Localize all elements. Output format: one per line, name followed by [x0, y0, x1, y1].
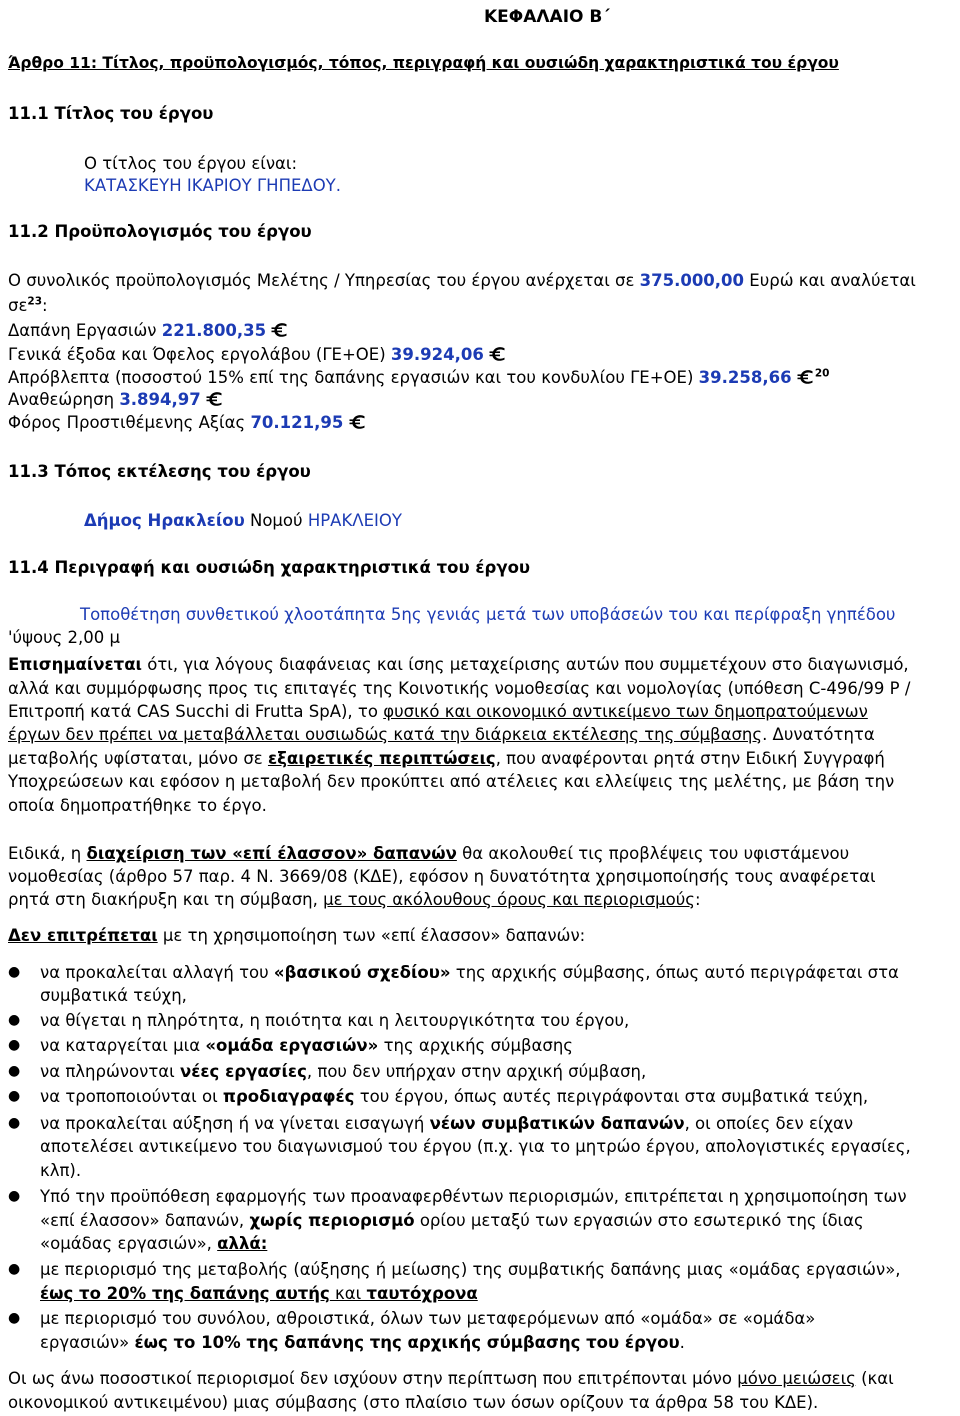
- list-item: [40, 1035, 573, 1057]
- bullet-icon: ●: [8, 1088, 21, 1104]
- budget-item-value: 3.894,97: [119, 390, 201, 409]
- section-11-1-heading: 11.1 Τίτλος του έργου: [8, 104, 214, 123]
- list-text: να προκαλείται αλλαγή του: [40, 963, 274, 982]
- list-text: «επί έλασσον» δαπανών,: [40, 1211, 250, 1230]
- p1-emphasis: Επισημαίνεται: [8, 655, 142, 674]
- project-place: [84, 510, 402, 532]
- list-item: [40, 962, 899, 984]
- p4-text: Οι ως άνω ποσοστικοί περιορισμοί δεν ισχύουν στην περίπτωση που επιτρέπονται μόνο: [8, 1369, 738, 1388]
- budget-item-label: Φόρος Προστιθέμενης Αξίας: [8, 413, 251, 432]
- budget-se: σε: [8, 296, 28, 315]
- bullet-icon: ●: [8, 1310, 21, 1326]
- list-emphasis: προδιαγραφές: [222, 1087, 355, 1106]
- list-item: [40, 1086, 868, 1108]
- p1-text: μεταβολής υφίσταται, μόνο σε: [8, 749, 268, 768]
- description-line2: 'ύψους 2,00 μ: [8, 628, 121, 647]
- budget-item-label: Αναθεώρηση: [8, 390, 120, 409]
- section-11-4-heading: 11.4 Περιγραφή και ουσιώδη χαρακτηριστικά του έργου: [8, 558, 531, 577]
- budget-item-label: Γενικά έξοδα και Όφελος εργολάβου (ΓΕ+ΟΕ): [8, 345, 391, 364]
- p3-text: με τη χρησιμοποίηση των «επί έλασσον» δαπανών:: [157, 926, 586, 945]
- bullet-icon: ●: [8, 1115, 21, 1131]
- bullet-icon: ●: [8, 964, 21, 980]
- chapter-heading: ΚΕΦΑΛΑΙΟ Β΄: [484, 7, 610, 27]
- budget-item-value: 39.924,06: [390, 345, 484, 364]
- list-text: και: [329, 1284, 367, 1303]
- p4-text: (και: [855, 1369, 894, 1388]
- p1-underlined: έργων δεν πρέπει να μεταβάλλεται ουσιωδώς κατά την διάρκεια εκτέλεσης της σύμβασης: [8, 725, 763, 744]
- budget-item-label: Δαπάνη Εργασιών: [8, 321, 162, 340]
- budget-colon: :: [42, 296, 48, 315]
- list-text: να καταργείται μια: [40, 1036, 206, 1055]
- p4-underlined: μόνο μειώσεις: [737, 1369, 856, 1388]
- p2-line1: [8, 843, 849, 865]
- list-item: να θίγεται η πληρότητα, η ποιότητα και η λειτουργικότητα του έργου,: [40, 1011, 630, 1030]
- list-text: .: [679, 1333, 685, 1352]
- list-item-cont: [40, 1210, 864, 1232]
- title-intro: Ο τίτλος του έργου είναι:: [84, 154, 298, 173]
- bullet-icon: ●: [8, 1063, 21, 1079]
- budget-total: 375.000,00: [639, 271, 745, 290]
- list-item: με περιορισμό του συνόλου, αθροιστικά, όλων των μεταφερόμενων από «ομάδα» σε «ομάδα»: [40, 1309, 816, 1328]
- list-item-cont: [40, 1233, 267, 1255]
- p2-line2: νομοθεσίας (άρθρο 57 παρ. 4 Ν. 3669/08 (ΚΔΕ), εφόσον η δυνατότητα χρησιμοποίησής τους αναφέρεται: [8, 867, 876, 886]
- budget-item-overhead: [8, 344, 507, 366]
- project-title-value: ΚΑΤΑΣΚΕΥΗ ΙΚΑΡΙΟΥ ΓΗΠΕΔΟΥ.: [84, 176, 342, 195]
- prefecture-label: Νομού: [244, 511, 308, 530]
- p2-underlined: με τους ακόλουθους όρους και περιορισμούς: [323, 890, 695, 909]
- footnote-ref-23: 23: [27, 295, 43, 308]
- description-line1: Τοποθέτηση συνθετικού χλοοτάπητα 5ης γενιάς μετά των υποβάσεών του και περίφραξη γηπέδου: [80, 605, 896, 624]
- list-text: «ομάδας εργασιών»,: [40, 1234, 218, 1253]
- p1-line3: [8, 701, 868, 723]
- section-11-2-heading: 11.2 Προϋπολογισμός του έργου: [8, 222, 312, 241]
- euro-icon: [271, 322, 289, 338]
- euro-icon: [349, 414, 367, 430]
- footnote-ref-20: 20: [814, 367, 830, 380]
- list-text: , που δεν υπήρχαν στην αρχική σύμβαση,: [306, 1062, 647, 1081]
- list-text: της αρχικής σύμβασης, όπως αυτό περιγράφεται στα: [450, 963, 899, 982]
- p3-line: [8, 925, 585, 947]
- list-text: της αρχικής σύμβασης: [378, 1036, 573, 1055]
- p4-line1: [8, 1368, 894, 1390]
- list-text: ορίου μεταξύ των εργασιών στο εσωτερικό της ίδιας: [414, 1211, 864, 1230]
- budget-item-label: Απρόβλεπτα (ποσοστού 15% επί της δαπάνης εργασιών και του κονδυλίου ΓΕ+ΟΕ): [8, 368, 699, 387]
- section-11-3-heading: 11.3 Τόπος εκτέλεσης του έργου: [8, 462, 311, 481]
- list-emphasis: νέων συμβατικών δαπανών: [429, 1114, 685, 1133]
- list-text: εργασιών»: [40, 1333, 135, 1352]
- bullet-icon: ●: [8, 1012, 21, 1028]
- p1-text: , που αναφέρονται ρητά στην Ειδική Συγγραφή: [495, 749, 885, 768]
- list-emphasis: αλλά:: [217, 1234, 268, 1253]
- list-text: να τροποποιούνται οι: [40, 1087, 223, 1106]
- p4-line2: οικονομικού αντικειμένου) μιας σύμβασης (στο πλαίσιο των όσων ορίζουν τα άρθρα 58 του ΚΔΕ).: [8, 1393, 819, 1412]
- budget-intro-end: Ευρώ και αναλύεται: [744, 271, 916, 290]
- list-text: του έργου, όπως αυτές περιγράφονται στα συμβατικά τεύχη,: [354, 1087, 869, 1106]
- p2-text: :: [694, 890, 701, 909]
- list-emphasis: «βασικού σχεδίου»: [273, 963, 451, 982]
- list-emphasis: «ομάδα εργασιών»: [205, 1036, 379, 1055]
- list-text: , οι οποίες δεν είχαν: [684, 1114, 854, 1133]
- bullet-icon: ●: [8, 1188, 21, 1204]
- euro-icon: [797, 369, 815, 385]
- budget-item-vat: [8, 412, 367, 434]
- p1-text: Επιτροπή κατά CAS Succhi di Frutta SpA), το: [8, 702, 384, 721]
- budget-item-value: 70.121,95: [250, 413, 344, 432]
- bullet-icon: ●: [8, 1037, 21, 1053]
- p1-line1: [8, 654, 909, 676]
- p1-underlined: φυσικό και οικονομικό αντικείμενο των δημοπρατούμενων: [383, 702, 868, 721]
- budget-item-revision: [8, 389, 224, 411]
- euro-icon: [489, 346, 507, 362]
- p2-text: ρητά στη διακήρυξη και τη σύμβαση,: [8, 890, 324, 909]
- budget-item-contingency: [8, 367, 829, 389]
- p1-line5: [8, 748, 885, 770]
- list-item: Υπό την προϋπόθεση εφαρμογής των προαναφερθέντων περιορισμών, επιτρέπεται η χρησιμοποίηση των: [40, 1187, 907, 1206]
- list-item-cont: [40, 1283, 478, 1305]
- budget-item-works: [8, 320, 289, 342]
- list-emphasis: ταυτόχρονα: [366, 1284, 478, 1303]
- p1-emphasis: εξαιρετικές περιπτώσεις: [267, 749, 496, 768]
- p2-emphasis: διαχείριση των «επί έλασσον» δαπανών: [86, 844, 457, 863]
- article-title-text: Άρθρο 11: Τίτλος, προϋπολογισμός, τόπος, περιγραφή και ουσιώδη χαρακτηριστικά του έργου: [8, 54, 839, 72]
- p1-text: . Δυνατότητα: [762, 725, 875, 744]
- list-item: [40, 1061, 646, 1083]
- list-emphasis: έως το 20% της δαπάνης αυτής: [40, 1284, 330, 1303]
- p2-text: θα ακολουθεί τις προβλέψεις του υφιστάμενου: [456, 844, 850, 863]
- p2-line3: [8, 889, 701, 911]
- list-text: να πληρώνονται: [40, 1062, 180, 1081]
- list-item-cont: [40, 1332, 685, 1354]
- p1-line7: οποία δημοπρατήθηκε το έργο.: [8, 796, 267, 815]
- p3-emphasis: Δεν επιτρέπεται: [8, 926, 158, 945]
- budget-intro-text: Ο συνολικός προϋπολογισμός Μελέτης / Υπηρεσίας του έργου ανέρχεται σε: [8, 271, 640, 290]
- euro-icon: [206, 391, 224, 407]
- budget-item-value: 39.258,66: [698, 368, 792, 387]
- list-emphasis: νέες εργασίες: [179, 1062, 307, 1081]
- budget-intro-line2: [8, 295, 48, 317]
- budget-item-value: 221.800,35: [161, 321, 267, 340]
- list-emphasis: χωρίς περιορισμό: [249, 1211, 415, 1230]
- list-item: με περιορισμό της μεταβολής (αύξησης ή μείωσης) της συμβατικής δαπάνης μιας «ομάδας εργασιών»,: [40, 1260, 901, 1279]
- p1-line2: αλλά και συμμόρφωσης προς τις επιταγές της Κοινοτικής νομοθεσίας και νομολογίας (υπόθεση C-496/99 P /: [8, 679, 911, 698]
- budget-intro: [8, 270, 916, 292]
- bullet-icon: ●: [8, 1261, 21, 1277]
- p1-line4: [8, 724, 875, 746]
- list-item: [40, 1113, 853, 1135]
- p2-text: Ειδικά, η: [8, 844, 87, 863]
- list-item-cont: συμβατικά τεύχη,: [40, 986, 187, 1005]
- p1-line6: Υποχρεώσεων και εφόσον η μεταβολή δεν προκύπτει από ατέλειες και ελλείψεις της μελέτης, με βάση την: [8, 772, 895, 791]
- article-title: [8, 52, 839, 74]
- list-item-cont: αποτελέσει αντικείμενο του διαγωνισμού του έργου (π.χ. για το μητρώο έργου, απολογιστικές εργασίες,: [40, 1137, 911, 1156]
- prefecture: ΗΡΑΚΛΕΙΟΥ: [307, 511, 402, 530]
- p1-text: ότι, για λόγους διαφάνειας και ίσης μεταχείρισης αυτών που συμμετέχουν στο διαγωνισμό,: [141, 655, 909, 674]
- list-emphasis: έως το 10% της δαπάνης της αρχικής σύμβασης του έργου: [134, 1333, 680, 1352]
- municipality: Δήμος Ηρακλείου: [84, 511, 245, 530]
- list-item-cont: κλπ).: [40, 1161, 82, 1180]
- list-text: να προκαλείται αύξηση ή να γίνεται εισαγωγή: [40, 1114, 430, 1133]
